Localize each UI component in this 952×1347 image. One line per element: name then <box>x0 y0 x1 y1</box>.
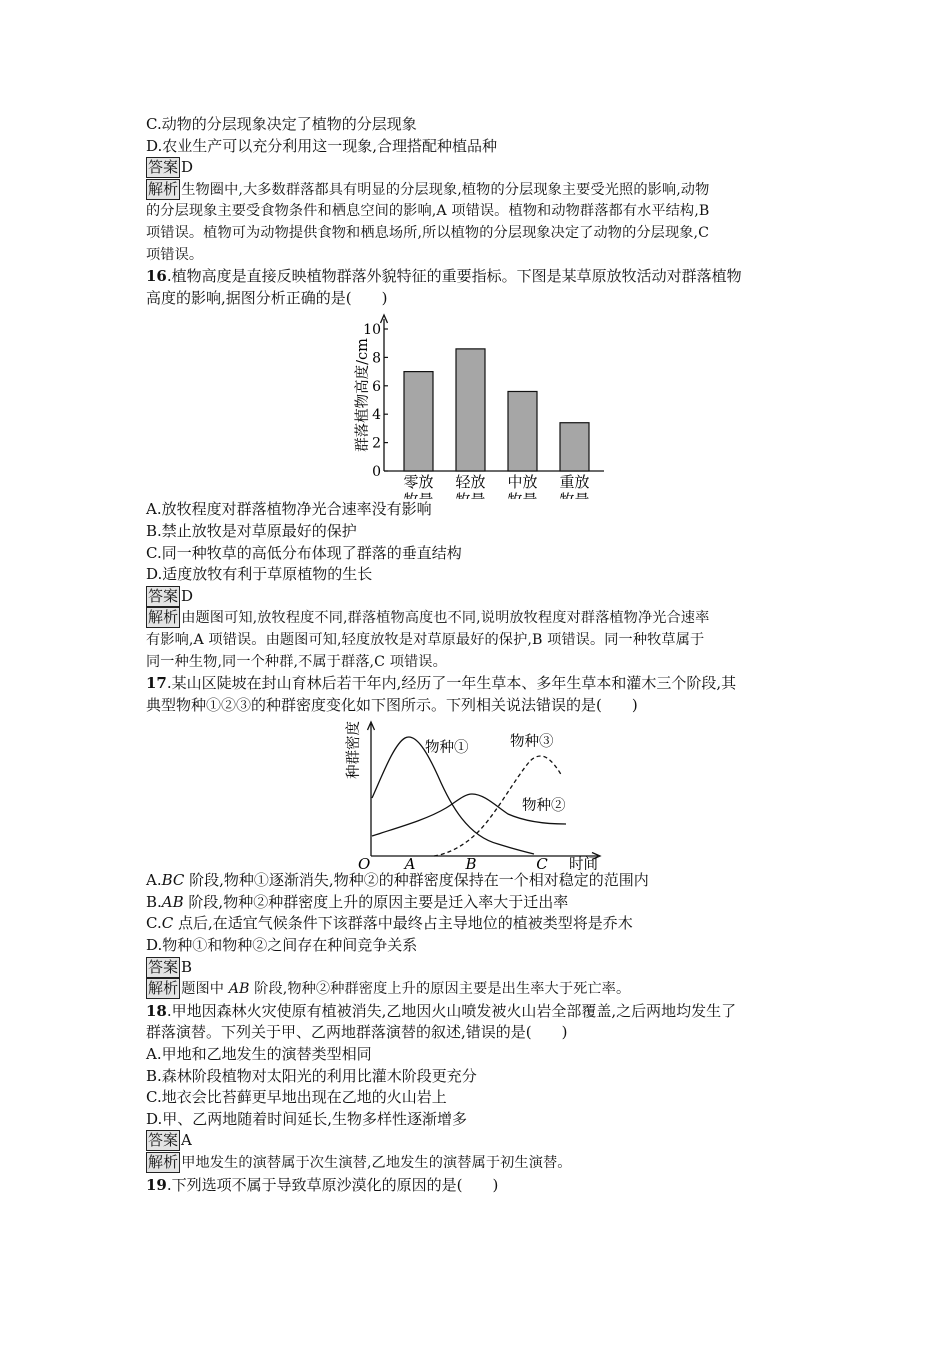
bar <box>508 392 537 472</box>
q15-answer: D <box>181 158 194 177</box>
x-category-label <box>507 491 537 499</box>
y-tick-label: 10 <box>363 322 381 339</box>
bar <box>456 349 485 471</box>
q16-analysis-line-3: 同一种生物,同一个种群,不属于群落,C 项错误。 <box>146 653 447 670</box>
q18-number: 18 <box>146 1001 167 1020</box>
x-category-label: 重放 <box>559 473 590 492</box>
x-category-label: 轻放 <box>455 473 486 492</box>
analysis-label: 解析 <box>148 608 179 627</box>
q16-figure <box>146 309 810 499</box>
q17-stem-line-2: 典型物种①②③的种群密度变化如下图所示。下列相关说法错误的是( ) <box>146 695 638 714</box>
q17-option-c: C.C 点后,在适宜气候条件下该群落中最终占主导地位的植被类型将是乔木 <box>146 914 633 933</box>
answer-label: 答案 <box>148 158 179 177</box>
y-tick-label: 8 <box>372 350 381 367</box>
q16-analysis-line-2: 有影响,A 项错误。由题图可知,轻度放牧是对草原最好的保护,B 项错误。同一种牧草属于 <box>146 631 705 648</box>
q18-option-a: A.甲地和乙地发生的演替类型相同 <box>146 1045 372 1064</box>
q17-answer-line <box>146 957 810 979</box>
bar-chart <box>146 309 810 499</box>
answer-label: 答案 <box>148 957 179 976</box>
answer-label: 答案 <box>148 586 179 605</box>
y-tick-label: 2 <box>372 435 381 452</box>
q16-option-b: B.禁止放牧是对草原最好的保护 <box>146 521 357 540</box>
document-page <box>146 114 810 1196</box>
q18-answer-line <box>146 1130 810 1152</box>
q16-answer: D <box>181 586 194 605</box>
q17-option-b: B.AB 阶段,物种②种群密度上升的原因主要是迁入率大于迁出率 <box>146 892 569 911</box>
q18-stem-line-1: 18.甲地因森林火灾使原有植被消失,乙地因火山喷发被火山岩全部覆盖,之后两地均发生了 <box>146 1001 737 1020</box>
y-tick-label: 0 <box>372 464 381 481</box>
species-1-label: 物种① <box>425 740 469 757</box>
q17-option-d: D.物种①和物种②之间存在种间竞争关系 <box>146 936 418 955</box>
x-category-label: 零放 <box>403 473 434 492</box>
q17-figure <box>146 716 810 870</box>
q17-number: 17 <box>146 674 167 693</box>
species-3-label: 物种③ <box>510 734 554 751</box>
q17-stem-line-1: 17.某山区陡坡在封山育林后若干年内,经历了一年生草本、多年生草本和灌木三个阶段,其 <box>146 674 737 693</box>
y-tick-label: 4 <box>372 407 381 424</box>
q16-analysis-line-1: 解析 由题图可知,放牧程度不同,群落植物高度也不同,说明放牧程度对群落植物净光合速率 <box>148 608 710 627</box>
q16-option-c: C.同一种牧草的高低分布体现了群落的垂直结构 <box>146 543 462 562</box>
analysis-label: 解析 <box>148 179 179 198</box>
q16-answer-line <box>146 586 810 608</box>
x-category-label: 中放 <box>507 473 538 492</box>
bar <box>404 372 433 471</box>
q17-answer: B <box>181 957 193 976</box>
q15-option-c: C.动物的分层现象决定了植物的分层现象 <box>146 115 417 133</box>
q15-analysis-line-2: 的分层现象主要受食物条件和栖息空间的影响,A 项错误。植物和动物群落都有水平结构,B <box>146 203 710 220</box>
q18-analysis-line: 解析 甲地发生的演替属于次生演替,乙地发生的演替属于初生演替。 <box>148 1153 572 1171</box>
bar <box>560 423 589 471</box>
q18-option-c: C.地衣会比苔藓更早地出现在乙地的火山岩上 <box>146 1088 447 1107</box>
q15-analysis-line-1: 解析 生物圈中,大多数群落都具有明显的分层现象,植物的分层现象主要受光照的影响,动物 <box>148 179 710 198</box>
q19-number: 19 <box>146 1175 167 1194</box>
x-axis-label: 时间 <box>569 857 598 871</box>
q18-option-b: B.森林阶段植物对太阳光的利用比灌木阶段更充分 <box>146 1066 477 1085</box>
x-category-label <box>403 491 433 499</box>
q15-analysis-line-3: 项错误。植物可为动物提供食物和栖息场所,所以植物的分层现象决定了动物的分层现象,C <box>146 224 710 241</box>
q18-answer: A <box>181 1131 192 1150</box>
q15-option-d: D.农业生产可以充分利用这一现象,合理搭配种植品种 <box>146 136 498 155</box>
q16-option-a: A.放牧程度对群落植物净光合速率没有影响 <box>146 500 432 519</box>
q18-option-d: D.甲、乙两地随着时间延长,生物多样性逐渐增多 <box>146 1109 468 1128</box>
q15-analysis-line-4: 项错误。 <box>146 246 204 263</box>
x-tick-a: A <box>404 855 416 871</box>
answer-label: 答案 <box>148 1131 179 1150</box>
q15-answer-line <box>146 157 810 179</box>
line-chart-y-axis-label: 种群密度 <box>346 721 362 780</box>
origin-label: O <box>358 855 371 871</box>
x-category-label <box>455 491 485 499</box>
q17-analysis-line: 解析 题图中 AB 阶段,物种②种群密度上升的原因主要是出生率大于死亡率。 <box>148 979 631 998</box>
y-tick-label: 6 <box>372 379 381 396</box>
x-tick-c: C <box>536 855 548 871</box>
q16-option-d: D.适度放牧有利于草原植物的生长 <box>146 565 373 584</box>
q17-option-a: A.BC 阶段,物种①逐渐消失,物种②的种群密度保持在一个相对稳定的范围内 <box>146 871 649 890</box>
q19-stem: 19.下列选项不属于导致草原沙漠化的原因的是( ) <box>146 1175 499 1194</box>
x-category-label <box>559 491 589 499</box>
q16-number: 16 <box>146 267 167 286</box>
q16-stem-line-2: 高度的影响,据图分析正确的是( ) <box>146 288 388 307</box>
analysis-label: 解析 <box>148 1153 179 1171</box>
species-2-label: 物种② <box>522 798 566 815</box>
bar-chart-y-axis-label: 群落植物高度/cm <box>355 338 371 453</box>
q16-stem-line-1: 16.植物高度是直接反映植物群落外貌特征的重要指标。下图是某草原放牧活动对群落植物 <box>146 267 742 286</box>
analysis-label: 解析 <box>148 979 179 998</box>
line-chart <box>146 716 810 870</box>
x-tick-b: B <box>465 855 477 871</box>
q18-stem-line-2: 群落演替。下列关于甲、乙两地群落演替的叙述,错误的是( ) <box>146 1023 568 1042</box>
